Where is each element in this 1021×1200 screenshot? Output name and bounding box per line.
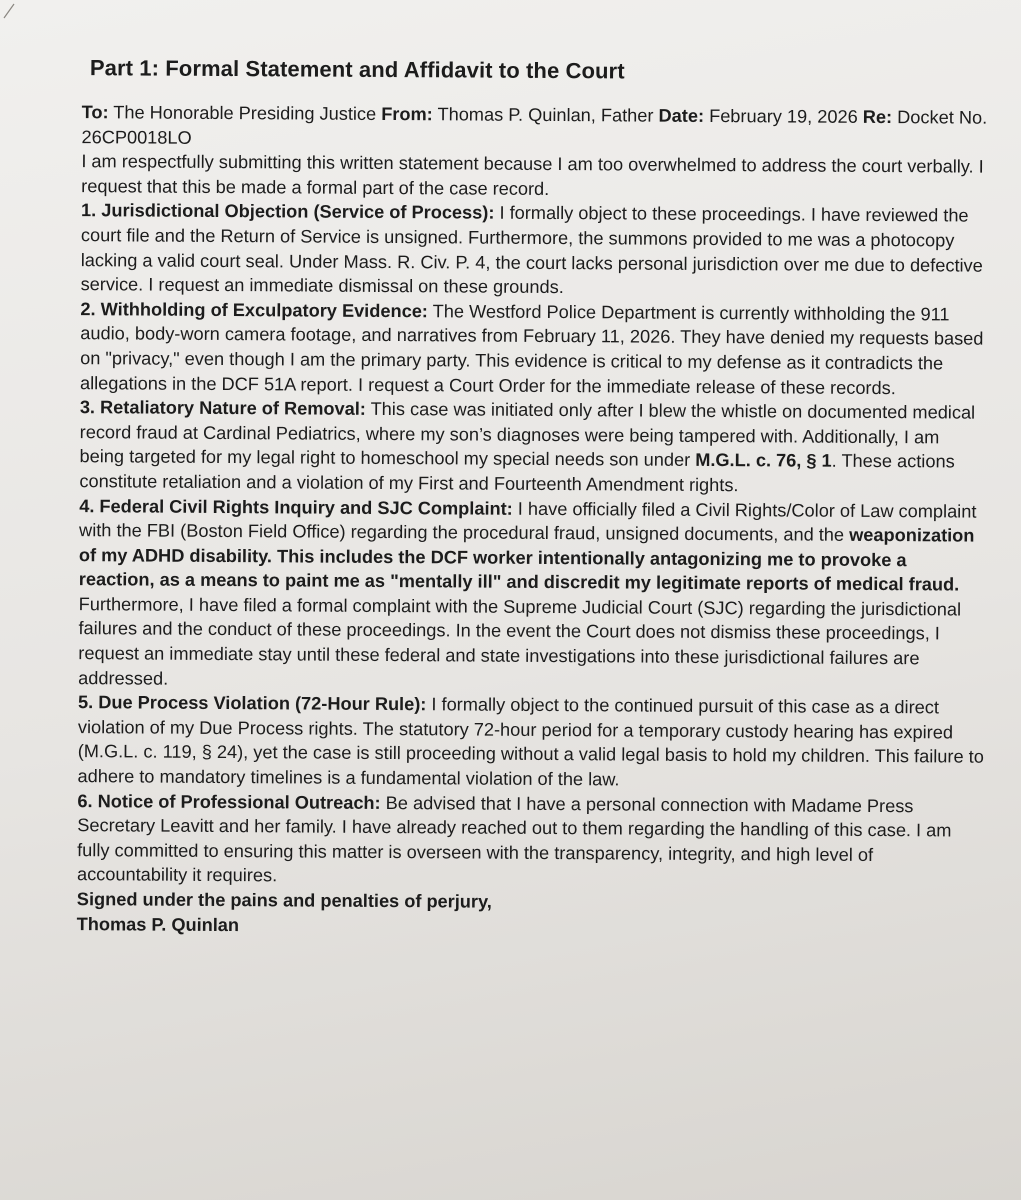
section-2-heading: 2. Withholding of Exculpatory Evidence:	[80, 298, 428, 322]
section-5	[78, 690, 987, 794]
section-6-text: Be advised that I have a personal connection with Madame Press Secretary Leavitt and her family. I have already reached out to them regarding the handling of this case. I am fully committed to ensuring this matter is overseen with the transparency, integrity, and high level of accountability it requires.	[76, 792, 952, 886]
document-body	[77, 100, 990, 942]
signature-line: Signed under the pains and penalties of perjury,	[76, 889, 492, 912]
section-5-heading: 5. Due Process Violation (72-Hour Rule):	[77, 692, 427, 715]
section-3-text-after: . These actions constitute retaliation and a violation of my First and Fourteenth Amendment rights.	[79, 451, 955, 496]
header-block	[81, 100, 989, 155]
to-label: To:	[81, 102, 109, 123]
section-3-statute: M.G.L. c. 76, § 1	[695, 450, 832, 472]
re-value: Docket No. 26CP0018LO	[81, 107, 988, 148]
section-6-heading: 6. Notice of Professional Outreach:	[77, 790, 381, 813]
section-3	[79, 395, 988, 499]
section-4-emphasis: weaponization of my ADHD disability. This includes the DCF worker intentionally antagonizing me to provoke a reaction, as a means to paint me as "mentally ill" and discredit my legitimate reports of medical fraud.	[78, 524, 975, 595]
section-4	[78, 494, 987, 696]
section-1	[81, 199, 990, 303]
document-title: Part 1: Formal Statement and Affidavit to the Court	[89, 55, 625, 84]
intro-paragraph: I am respectfully submitting this written statement because I am too overwhelmed to address the court verbally. I request that this be made a formal part of the case record.	[81, 151, 984, 199]
signature-name: Thomas P. Quinlan	[76, 913, 240, 935]
date-label: Date:	[658, 105, 705, 126]
section-3-text-before: This case was initiated only after I blew the whistle on documented medical record fraud at Cardinal Pediatrics, where my son’s diagnoses were being tampered with. Additionally, I am being targeted for my legal right to homeschool my special needs son under	[79, 399, 976, 471]
section-4-text-before: I have officially filed a Civil Rights/Color of Law complaint with the FBI (Boston Field Office) regarding the procedural fraud, unsigned documents, and the	[79, 498, 977, 545]
section-1-text: I formally object to these proceedings. I have reviewed the court file and the Return of Service is unsigned. Furthermore, the summons provided to me was a photocopy lacking a valid court seal. Under Mass. R. Civ. P. 4, the court lacks personal jurisdiction over me due to defective service. I request an immediate dismissal on these grounds.	[80, 203, 983, 298]
section-3-heading: 3. Retaliatory Nature of Removal:	[79, 397, 366, 419]
date-value: February 19, 2026	[709, 105, 858, 127]
section-1-heading: 1. Jurisdictional Objection (Service of Process):	[80, 200, 495, 224]
from-label: From:	[381, 103, 433, 125]
section-6	[77, 789, 986, 893]
section-2	[80, 297, 989, 401]
pen-mark	[0, 0, 30, 20]
section-4-heading: 4. Federal Civil Rights Inquiry and SJC Complaint:	[79, 495, 513, 519]
affidavit-page	[55, 55, 990, 942]
to-value: The Honorable Presiding Justice	[113, 102, 377, 124]
section-5-text: I formally object to the continued pursuit of this case as a direct violation of my Due Process rights. The statutory 72-hour period for a temporary custody hearing has expired (M.G.L. c. 119, § 24), yet the case is still proceeding without a valid legal basis to hold my children. This failure to adhere to mandatory timelines is a fundamental violation of the law.	[77, 694, 984, 790]
section-4-text-after: Furthermore, I have filed a formal complaint with the Supreme Judicial Court (SJC) regarding the jurisdictional failures and the conduct of these proceedings. In the event the Court does not dismiss these proceedings, I request an immediate stay until these federal and state investigations into these jurisdictional failures are addressed.	[78, 593, 962, 689]
from-value: Thomas P. Quinlan, Father	[437, 104, 654, 126]
re-label: Re:	[862, 106, 893, 128]
section-2-text: The Westford Police Department is currently withholding the 911 audio, body-worn camera footage, and narratives from February 11, 2026. They have denied my requests based on "privacy," even though I am the primary party. This evidence is critical to my defense as it contradicts the allegations in the DCF 51A report. I request a Court Order for the immediate release of these records.	[79, 301, 984, 398]
